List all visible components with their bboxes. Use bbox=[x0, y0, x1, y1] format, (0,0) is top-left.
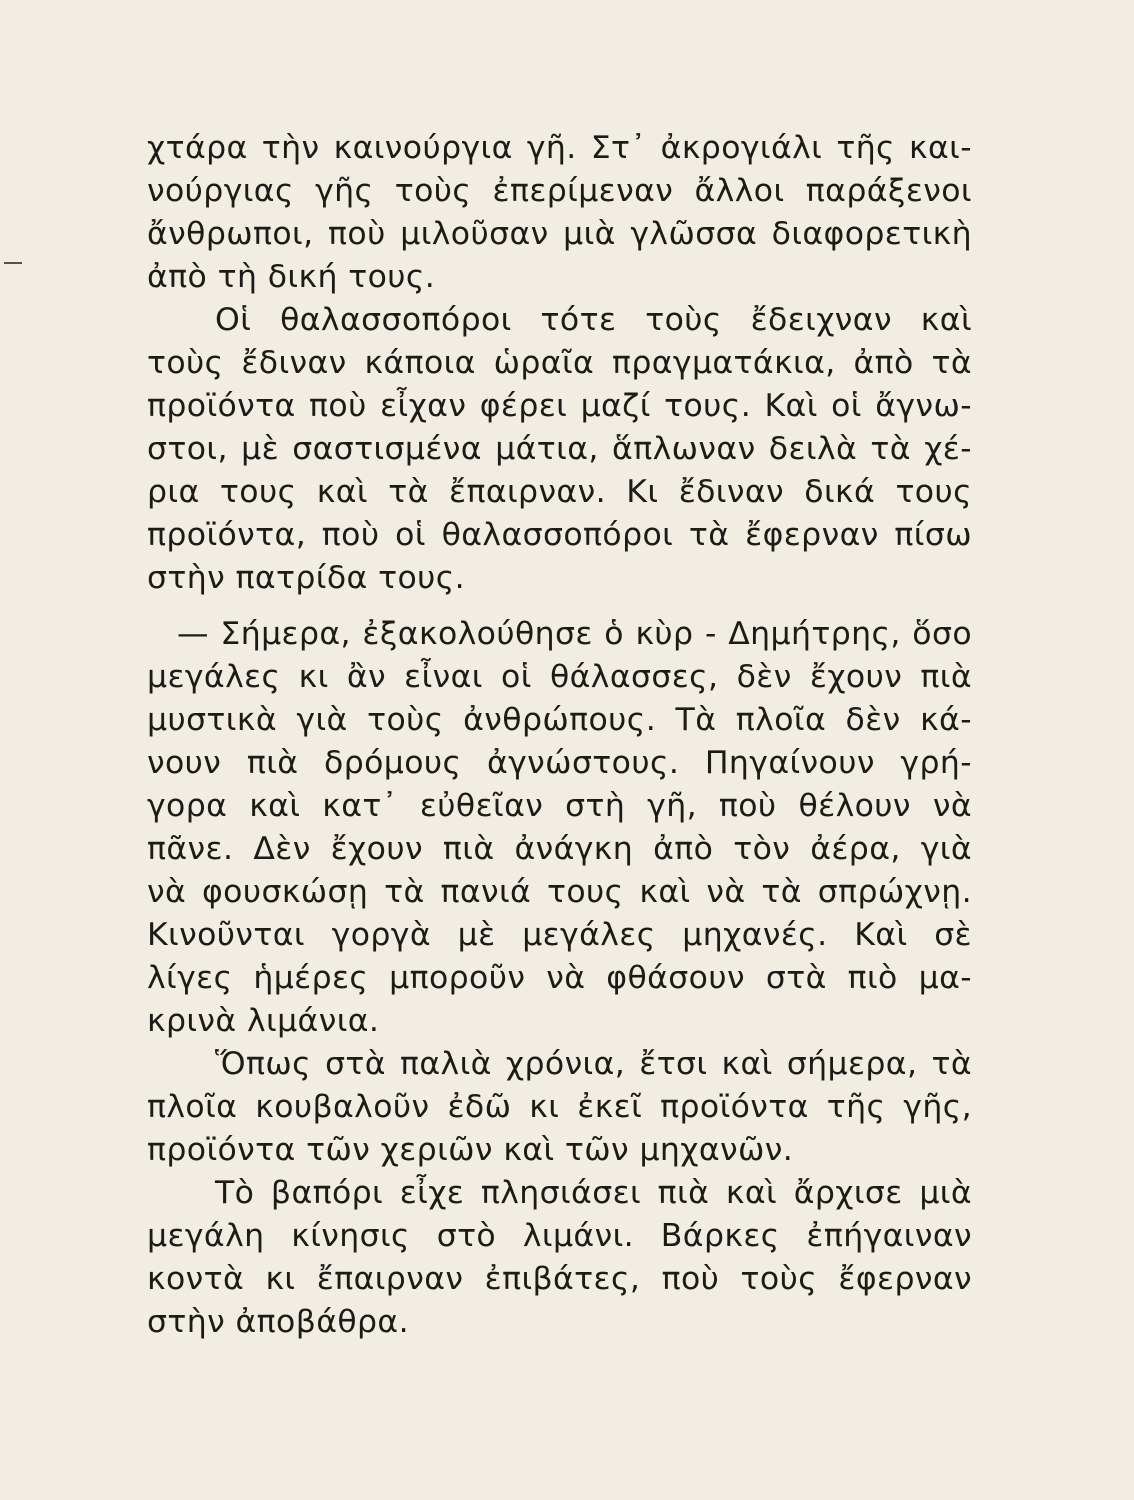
text-line: προϊόντα, ποὺ οἱ θαλασσοπόροι τὰ ἔφερναν πίσω bbox=[147, 517, 972, 553]
text-line: Κινοῦνται γοργὰ μὲ μεγάλες μηχανές. Καὶ σὲ bbox=[147, 917, 972, 953]
text-line: τοὺς ἔδιναν κάποια ὡραῖα πραγματάκια, ἀπὸ τὰ bbox=[147, 345, 972, 381]
text-line: μυστικὰ γιὰ τοὺς ἀνθρώπους. Τὰ πλοῖα δὲν κά- bbox=[147, 702, 972, 738]
text-line: Τὸ βαπόρι εἶχε πλησιάσει πιὰ καὶ ἄρχισε μιὰ bbox=[215, 1175, 972, 1211]
text-line: ἄνθρωποι, ποὺ μιλοῦσαν μιὰ γλῶσσα διαφορετικὴ bbox=[147, 216, 972, 252]
text-line: προϊόντα ποὺ εἶχαν φέρει μαζί τους. Καὶ οἱ ἄγνω- bbox=[147, 388, 972, 424]
text-line: πλοῖα κουβαλοῦν ἐδῶ κι ἐκεῖ προϊόντα τῆς γῆς, bbox=[147, 1089, 972, 1125]
paragraph-block-1 bbox=[147, 127, 972, 600]
text-line: μεγάλες κι ἂν εἶναι οἱ θάλασσες, δὲν ἔχουν πιὰ bbox=[147, 659, 972, 695]
text-line: χτάρα τὴν καινούργια γῆ. Στ᾿ ἀκρογιάλι τῆς και- bbox=[147, 130, 972, 166]
text-line: προϊόντα τῶν χεριῶν καὶ τῶν μηχανῶν. bbox=[147, 1132, 794, 1168]
text-line: νὰ φουσκώσῃ τὰ πανιά τους καὶ νὰ τὰ σπρώχνῃ. bbox=[147, 874, 972, 910]
text-line: ρια τους καὶ τὰ ἔπαιρναν. Κι ἔδιναν δικά τους bbox=[147, 474, 972, 510]
text-line: ἀπὸ τὴ δική τους. bbox=[147, 259, 436, 295]
text-line: κοντὰ κι ἔπαιρναν ἐπιβάτες, ποὺ τοὺς ἔφερναν bbox=[147, 1261, 972, 1297]
text-line: νούργιας γῆς τοὺς ἐπερίμεναν ἄλλοι παράξενοι bbox=[147, 173, 972, 209]
text-line: στὴν πατρίδα τους. bbox=[147, 560, 466, 596]
paragraph-block-2 bbox=[147, 613, 972, 1344]
text-line: Οἱ θαλασσοπόροι τότε τοὺς ἔδειχναν καὶ bbox=[215, 302, 972, 338]
text-line: κρινὰ λιμάνια. bbox=[147, 1003, 380, 1039]
text-line: γορα καὶ κατ᾿ εὐθεῖαν στὴ γῆ, ποὺ θέλουν νὰ bbox=[147, 788, 972, 824]
text-line: στὴν ἀποβάθρα. bbox=[147, 1304, 410, 1340]
text-line: στοι, μὲ σαστισμένα μάτια, ἅπλωναν δειλὰ τὰ χέ- bbox=[147, 431, 972, 467]
text-line: λίγες ἡμέρες μποροῦν νὰ φθάσουν στὰ πιὸ μα- bbox=[147, 960, 972, 996]
text-line: νουν πιὰ δρόμους ἀγνώστους. Πηγαίνουν γρή- bbox=[147, 745, 972, 781]
text-line: πᾶνε. Δὲν ἔχουν πιὰ ἀνάγκη ἀπὸ τὸν ἀέρα, γιὰ bbox=[147, 831, 972, 867]
text-line: — Σήμερα, ἐξακολούθησε ὁ κὺρ - Δημήτρης, ὅσο bbox=[177, 616, 972, 652]
text-line: Ὅπως στὰ παλιὰ χρόνια, ἔτσι καὶ σήμερα, τὰ bbox=[215, 1046, 972, 1082]
page-edge-mark bbox=[4, 262, 22, 264]
text-line: μεγάλη κίνησις στὸ λιμάνι. Βάρκες ἐπήγαιναν bbox=[147, 1218, 972, 1254]
